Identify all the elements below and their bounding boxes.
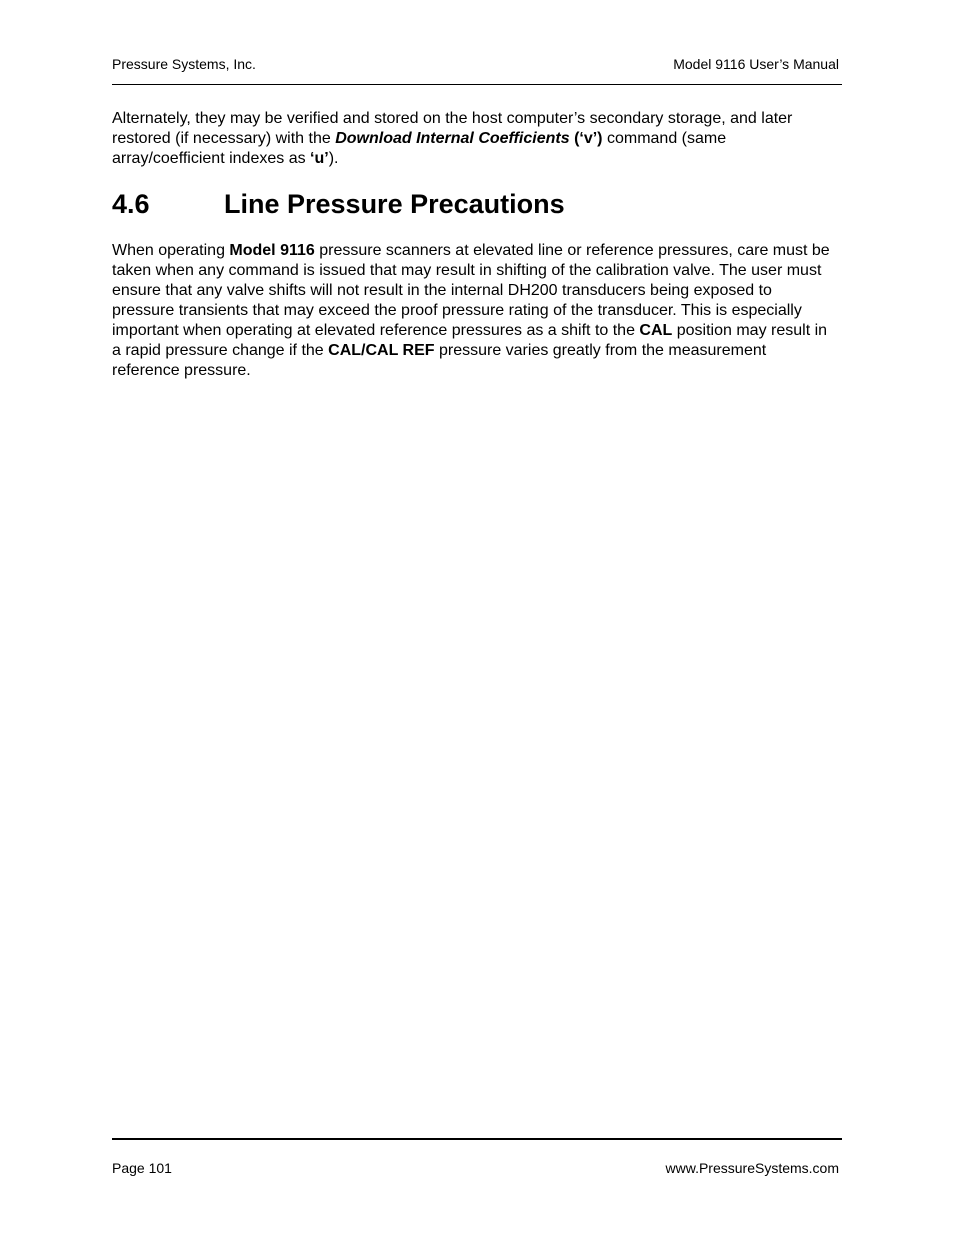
command-name: Download Internal Coefficients — [335, 130, 570, 147]
page-footer — [112, 1138, 842, 1176]
intro-text-3: command (same array/coefficient indexes as — [112, 130, 727, 167]
body-text-4: pressure varies greatly from the measurement reference pressure. — [112, 342, 767, 379]
cal-ref-term: CAL/CAL REF — [328, 342, 435, 359]
page-header — [112, 56, 842, 85]
website-url: www.PressureSystems.com — [665, 1160, 839, 1176]
cal-term: CAL — [639, 322, 673, 339]
body-text-3: position may result in a rapid pressure change if the — [112, 322, 828, 359]
reference-code: ‘u’ — [310, 150, 329, 167]
intro-text-4: ). — [328, 150, 339, 167]
page-content — [112, 109, 836, 381]
intro-text-1: Alternately, they may be verified and stored on the host computer’s secondary storage, and later restored (if necessary) with the — [112, 110, 793, 147]
header-manual-title: Model 9116 User’s Manual — [673, 56, 839, 72]
intro-paragraph — [112, 109, 836, 169]
header-company: Pressure Systems, Inc. — [112, 56, 256, 72]
body-paragraph — [112, 241, 836, 381]
command-code: (‘v’) — [574, 130, 603, 147]
model-name: Model 9116 — [229, 242, 315, 259]
section-title: Line Pressure Precautions — [224, 189, 565, 219]
section-heading — [112, 188, 836, 220]
body-text-2: pressure scanners at elevated line or reference pressures, care must be taken when any command is issued that may result in shifting of the calibration valve. The user must ensure that any valve shifts will not result in the internal DH200 transducers being exposed to pressure transients that may exceed the proof pressure rating of the transducer. This is especially important when operating at elevated reference pressures as a shift to the — [112, 242, 830, 339]
body-text-1: When operating — [112, 242, 230, 259]
section-number: 4.6 — [112, 189, 150, 219]
page-number: Page 101 — [112, 1160, 172, 1176]
